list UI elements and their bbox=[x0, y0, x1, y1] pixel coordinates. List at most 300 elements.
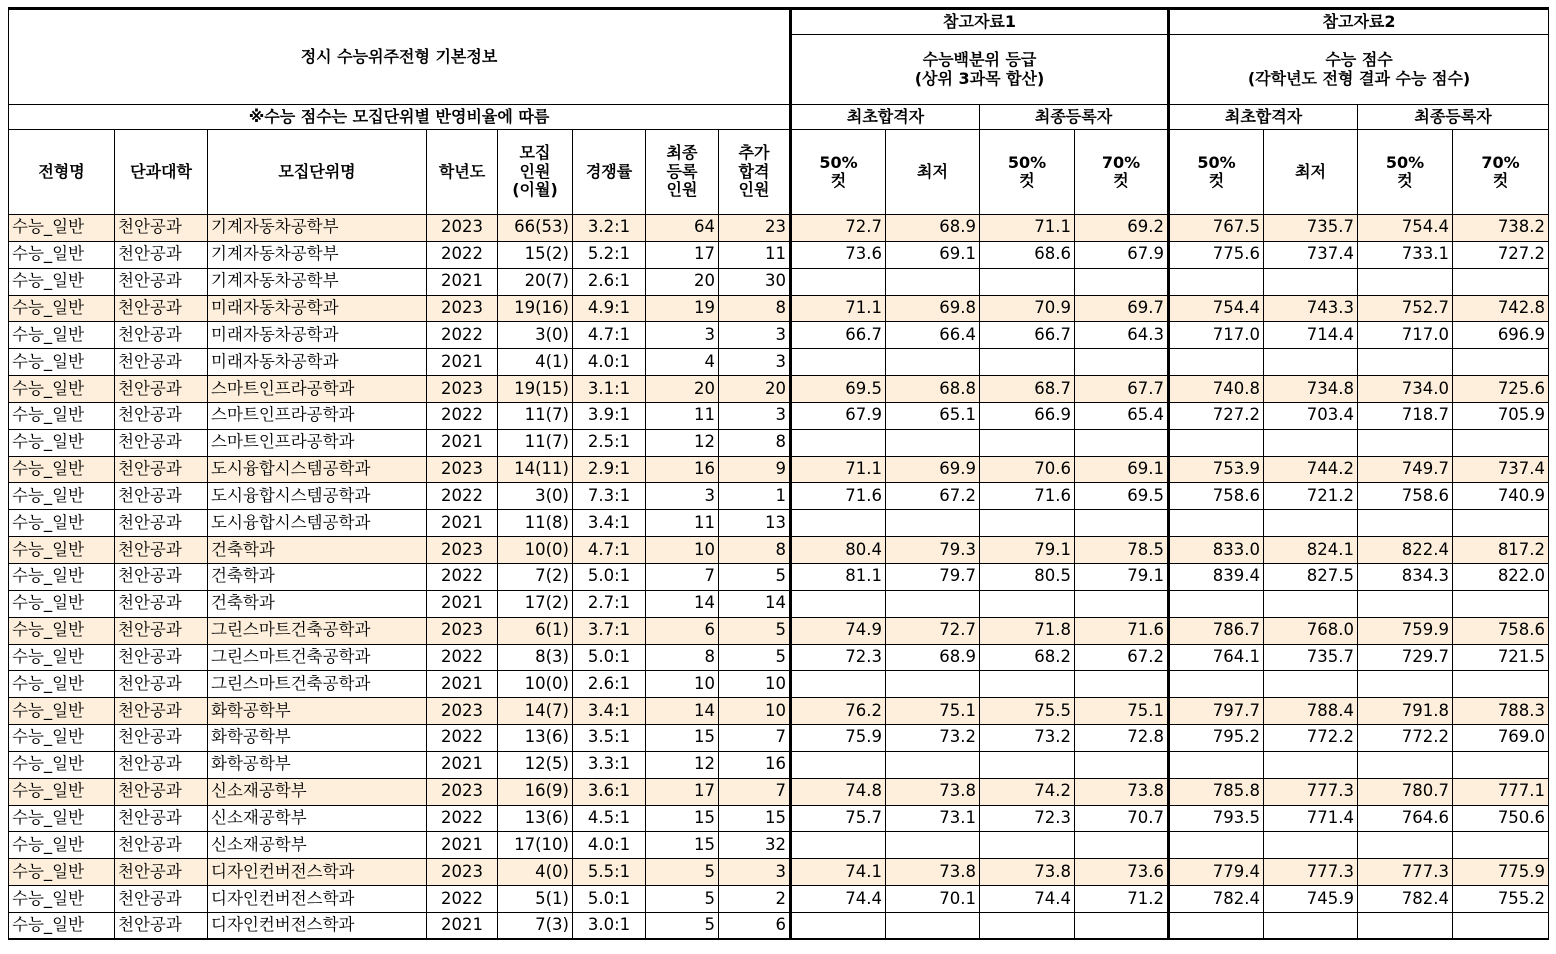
cell-year: 2021 bbox=[427, 590, 498, 617]
cell-r2-first-min bbox=[1264, 832, 1358, 859]
cell-r1-first-cut50 bbox=[791, 429, 886, 456]
table-row bbox=[9, 295, 1549, 322]
cell-type: 수능_일반 bbox=[9, 295, 115, 322]
cell-year: 2022 bbox=[427, 563, 498, 590]
cell-unit: 화학공학부 bbox=[208, 725, 427, 752]
cell-extra: 8 bbox=[719, 429, 791, 456]
cell-r2-first-cut50 bbox=[1169, 832, 1264, 859]
cell-year: 2021 bbox=[427, 510, 498, 537]
cell-enrolled: 3 bbox=[646, 483, 719, 510]
cell-year: 2023 bbox=[427, 295, 498, 322]
cell-college: 천안공과 bbox=[115, 295, 208, 322]
cut-label: 컷 bbox=[830, 171, 847, 190]
cell-r2-first-cut50: 767.5 bbox=[1169, 215, 1264, 242]
cell-r2-first-cut50: 797.7 bbox=[1169, 698, 1264, 725]
cell-r2-final-cut70: 822.0 bbox=[1453, 563, 1549, 590]
score-note: ※수능 점수는 모집단위별 반영비율에 따름 bbox=[9, 105, 791, 130]
table-row bbox=[9, 778, 1549, 805]
cell-college: 천안공과 bbox=[115, 859, 208, 886]
cell-r1-first-min: 69.9 bbox=[886, 456, 980, 483]
cell-rate: 3.9:1 bbox=[573, 402, 646, 429]
cell-r2-first-cut50: 727.2 bbox=[1169, 402, 1264, 429]
cell-r1-first-cut50: 69.5 bbox=[791, 376, 886, 403]
cell-r2-final-cut50 bbox=[1358, 349, 1453, 376]
cell-unit: 미래자동차공학과 bbox=[208, 349, 427, 376]
cell-r2-final-cut50 bbox=[1358, 832, 1453, 859]
cell-college: 천안공과 bbox=[115, 376, 208, 403]
cell-enrolled: 6 bbox=[646, 617, 719, 644]
cell-r1-first-cut50: 67.9 bbox=[791, 402, 886, 429]
cell-type: 수능_일반 bbox=[9, 268, 115, 295]
cell-quota: 10(0) bbox=[498, 537, 573, 564]
cell-r1-final-cut50: 70.6 bbox=[980, 456, 1075, 483]
cell-quota: 66(53) bbox=[498, 215, 573, 242]
cell-r2-final-cut50: 718.7 bbox=[1358, 402, 1453, 429]
cell-r1-final-cut50: 68.2 bbox=[980, 644, 1075, 671]
cell-r2-final-cut70: 705.9 bbox=[1453, 402, 1549, 429]
cell-unit: 도시융합시스템공학과 bbox=[208, 456, 427, 483]
cell-r2-first-min: 788.4 bbox=[1264, 698, 1358, 725]
cell-extra: 20 bbox=[719, 376, 791, 403]
cell-r1-final-cut70: 71.2 bbox=[1075, 886, 1169, 913]
cell-college: 천안공과 bbox=[115, 725, 208, 752]
cell-unit: 신소재공학부 bbox=[208, 778, 427, 805]
cell-unit: 기계자동차공학부 bbox=[208, 268, 427, 295]
cell-unit: 건축학과 bbox=[208, 537, 427, 564]
cell-year: 2021 bbox=[427, 429, 498, 456]
cell-r1-final-cut70 bbox=[1075, 832, 1169, 859]
ref2-final-enrolled: 최종등록자 bbox=[1358, 105, 1549, 130]
cell-r1-first-min: 68.8 bbox=[886, 376, 980, 403]
ref1-label: 참고자료1 bbox=[791, 9, 1169, 35]
cell-extra: 3 bbox=[719, 859, 791, 886]
cell-quota: 5(1) bbox=[498, 886, 573, 913]
cell-rate: 7.3:1 bbox=[573, 483, 646, 510]
table-row bbox=[9, 590, 1549, 617]
cell-r2-first-min bbox=[1264, 268, 1358, 295]
cell-college: 천안공과 bbox=[115, 832, 208, 859]
col-rate: 경쟁률 bbox=[573, 130, 646, 215]
cell-quota: 19(15) bbox=[498, 376, 573, 403]
cell-r2-final-cut50 bbox=[1358, 671, 1453, 698]
cell-r1-final-cut50 bbox=[980, 510, 1075, 537]
cell-quota: 14(11) bbox=[498, 456, 573, 483]
cell-year: 2021 bbox=[427, 751, 498, 778]
cell-quota: 7(3) bbox=[498, 912, 573, 939]
ref1-first-admitted: 최초합격자 bbox=[791, 105, 980, 130]
cell-unit: 기계자동차공학부 bbox=[208, 241, 427, 268]
cell-extra: 15 bbox=[719, 805, 791, 832]
cell-r2-final-cut50: 834.3 bbox=[1358, 563, 1453, 590]
cell-r1-final-cut50: 71.8 bbox=[980, 617, 1075, 644]
cell-r1-first-min: 73.2 bbox=[886, 725, 980, 752]
cell-r2-final-cut50: 752.7 bbox=[1358, 295, 1453, 322]
ref1-final-enrolled: 최종등록자 bbox=[980, 105, 1169, 130]
cell-r2-final-cut50: 733.1 bbox=[1358, 241, 1453, 268]
col-r2-first-min: 최저 bbox=[1264, 130, 1358, 215]
cell-year: 2023 bbox=[427, 215, 498, 242]
cell-r2-first-cut50 bbox=[1169, 429, 1264, 456]
cell-year: 2022 bbox=[427, 483, 498, 510]
cell-r2-first-cut50: 753.9 bbox=[1169, 456, 1264, 483]
cell-r2-final-cut70 bbox=[1453, 832, 1549, 859]
cell-extra: 11 bbox=[719, 241, 791, 268]
cell-rate: 4.9:1 bbox=[573, 295, 646, 322]
cell-college: 천안공과 bbox=[115, 912, 208, 939]
cell-year: 2022 bbox=[427, 241, 498, 268]
cell-college: 천안공과 bbox=[115, 349, 208, 376]
table-row bbox=[9, 617, 1549, 644]
cell-unit: 기계자동차공학부 bbox=[208, 215, 427, 242]
cell-type: 수능_일반 bbox=[9, 778, 115, 805]
cell-extra: 5 bbox=[719, 617, 791, 644]
cell-extra: 10 bbox=[719, 671, 791, 698]
cell-r2-final-cut70 bbox=[1453, 751, 1549, 778]
cell-rate: 5.2:1 bbox=[573, 241, 646, 268]
cell-r2-first-min: 721.2 bbox=[1264, 483, 1358, 510]
cell-r2-first-min bbox=[1264, 590, 1358, 617]
ref2-first-admitted: 최초합격자 bbox=[1169, 105, 1358, 130]
cell-r1-final-cut70 bbox=[1075, 912, 1169, 939]
cell-quota: 17(10) bbox=[498, 832, 573, 859]
cell-r1-first-cut50: 74.8 bbox=[791, 778, 886, 805]
cell-r2-final-cut50: 780.7 bbox=[1358, 778, 1453, 805]
cell-r1-final-cut50: 71.6 bbox=[980, 483, 1075, 510]
table-row bbox=[9, 698, 1549, 725]
cell-r2-final-cut50: 764.6 bbox=[1358, 805, 1453, 832]
ref1-description bbox=[791, 35, 1169, 105]
cut-label: 컷 bbox=[1019, 171, 1035, 190]
cell-year: 2021 bbox=[427, 832, 498, 859]
cell-r2-first-min bbox=[1264, 510, 1358, 537]
cut-label: 컷 bbox=[1397, 171, 1413, 190]
cell-extra: 13 bbox=[719, 510, 791, 537]
cell-r1-final-cut50: 66.9 bbox=[980, 402, 1075, 429]
cell-r2-final-cut70: 737.4 bbox=[1453, 456, 1549, 483]
cell-r2-first-min: 827.5 bbox=[1264, 563, 1358, 590]
table-title: 정시 수능위주전형 기본정보 bbox=[9, 9, 791, 105]
cell-r1-first-min: 72.7 bbox=[886, 617, 980, 644]
cell-r2-first-min: 734.8 bbox=[1264, 376, 1358, 403]
ref2-label: 참고자료2 bbox=[1169, 9, 1549, 35]
cell-r1-first-cut50: 80.4 bbox=[791, 537, 886, 564]
cell-r1-first-cut50: 75.9 bbox=[791, 725, 886, 752]
cell-rate: 3.0:1 bbox=[573, 912, 646, 939]
cell-rate: 4.7:1 bbox=[573, 537, 646, 564]
cell-r1-final-cut50: 71.1 bbox=[980, 215, 1075, 242]
cell-enrolled: 15 bbox=[646, 805, 719, 832]
cell-r2-first-min bbox=[1264, 751, 1358, 778]
cell-year: 2022 bbox=[427, 725, 498, 752]
cell-r2-first-min: 735.7 bbox=[1264, 215, 1358, 242]
cell-r1-final-cut70: 67.2 bbox=[1075, 644, 1169, 671]
cell-college: 천안공과 bbox=[115, 429, 208, 456]
cell-year: 2021 bbox=[427, 671, 498, 698]
cell-unit: 신소재공학부 bbox=[208, 805, 427, 832]
cell-unit: 스마트인프라공학과 bbox=[208, 429, 427, 456]
cell-quota: 15(2) bbox=[498, 241, 573, 268]
cell-r2-first-cut50: 775.6 bbox=[1169, 241, 1264, 268]
cell-r1-final-cut70 bbox=[1075, 510, 1169, 537]
cell-r2-final-cut70: 758.6 bbox=[1453, 617, 1549, 644]
cell-college: 천안공과 bbox=[115, 322, 208, 349]
cell-r2-final-cut50: 772.2 bbox=[1358, 725, 1453, 752]
col-r2-final-cut50 bbox=[1358, 130, 1453, 215]
cell-r2-first-min: 771.4 bbox=[1264, 805, 1358, 832]
cell-college: 천안공과 bbox=[115, 483, 208, 510]
cell-year: 2022 bbox=[427, 805, 498, 832]
cut70-label: 70% bbox=[1481, 152, 1520, 172]
cell-r2-final-cut70 bbox=[1453, 349, 1549, 376]
cell-r1-first-cut50: 73.6 bbox=[791, 241, 886, 268]
cell-r1-final-cut50: 68.6 bbox=[980, 241, 1075, 268]
cell-r1-final-cut50: 68.7 bbox=[980, 376, 1075, 403]
cell-quota: 12(5) bbox=[498, 751, 573, 778]
cell-extra: 23 bbox=[719, 215, 791, 242]
cell-r2-final-cut70: 777.1 bbox=[1453, 778, 1549, 805]
cell-unit: 스마트인프라공학과 bbox=[208, 402, 427, 429]
cell-extra: 30 bbox=[719, 268, 791, 295]
cell-r1-first-cut50: 74.9 bbox=[791, 617, 886, 644]
cell-r1-final-cut50 bbox=[980, 429, 1075, 456]
cell-quota: 3(0) bbox=[498, 322, 573, 349]
cell-r2-final-cut50: 734.0 bbox=[1358, 376, 1453, 403]
cell-r2-final-cut50: 759.9 bbox=[1358, 617, 1453, 644]
cell-r2-final-cut70: 721.5 bbox=[1453, 644, 1549, 671]
cell-r1-first-min: 67.2 bbox=[886, 483, 980, 510]
cell-type: 수능_일반 bbox=[9, 751, 115, 778]
cell-college: 천안공과 bbox=[115, 805, 208, 832]
cell-quota: 7(2) bbox=[498, 563, 573, 590]
col-quota-line2: 인원 bbox=[519, 161, 551, 181]
table-row bbox=[9, 322, 1549, 349]
cell-r2-first-cut50: 779.4 bbox=[1169, 859, 1264, 886]
cell-quota: 8(3) bbox=[498, 644, 573, 671]
cell-rate: 4.5:1 bbox=[573, 805, 646, 832]
cell-r2-first-cut50 bbox=[1169, 590, 1264, 617]
cell-unit: 그린스마트건축공학과 bbox=[208, 671, 427, 698]
cell-r1-first-min: 68.9 bbox=[886, 215, 980, 242]
cell-r1-first-cut50 bbox=[791, 751, 886, 778]
table-row bbox=[9, 402, 1549, 429]
cell-r1-first-min: 70.1 bbox=[886, 886, 980, 913]
col-r1-final-cut50 bbox=[980, 130, 1075, 215]
cell-r2-final-cut70 bbox=[1453, 510, 1549, 537]
cell-college: 천안공과 bbox=[115, 510, 208, 537]
cell-r1-first-min: 73.8 bbox=[886, 778, 980, 805]
cell-quota: 4(1) bbox=[498, 349, 573, 376]
cell-r1-first-cut50 bbox=[791, 349, 886, 376]
col-college: 단과대학 bbox=[115, 130, 208, 215]
cell-quota: 20(7) bbox=[498, 268, 573, 295]
cell-r2-final-cut70: 817.2 bbox=[1453, 537, 1549, 564]
cell-type: 수능_일반 bbox=[9, 402, 115, 429]
cell-r1-final-cut50 bbox=[980, 671, 1075, 698]
cell-r2-first-cut50 bbox=[1169, 349, 1264, 376]
cell-rate: 4.0:1 bbox=[573, 349, 646, 376]
col-unit: 모집단위명 bbox=[208, 130, 427, 215]
cell-r2-final-cut70: 725.6 bbox=[1453, 376, 1549, 403]
cell-r1-first-min: 68.9 bbox=[886, 644, 980, 671]
cell-rate: 3.6:1 bbox=[573, 778, 646, 805]
cell-year: 2023 bbox=[427, 456, 498, 483]
cell-extra: 16 bbox=[719, 751, 791, 778]
cell-r2-final-cut50: 758.6 bbox=[1358, 483, 1453, 510]
cell-r2-first-min: 744.2 bbox=[1264, 456, 1358, 483]
cell-r2-final-cut50: 822.4 bbox=[1358, 537, 1453, 564]
cell-year: 2022 bbox=[427, 886, 498, 913]
col-extra-line3: 인원 bbox=[738, 180, 770, 200]
cell-r1-first-cut50 bbox=[791, 268, 886, 295]
cell-enrolled: 10 bbox=[646, 671, 719, 698]
cell-type: 수능_일반 bbox=[9, 725, 115, 752]
cell-r2-first-min bbox=[1264, 429, 1358, 456]
cell-r1-final-cut50: 73.8 bbox=[980, 859, 1075, 886]
cell-enrolled: 5 bbox=[646, 912, 719, 939]
cell-enrolled: 4 bbox=[646, 349, 719, 376]
cell-r2-final-cut70: 696.9 bbox=[1453, 322, 1549, 349]
cell-type: 수능_일반 bbox=[9, 510, 115, 537]
cell-type: 수능_일반 bbox=[9, 644, 115, 671]
cell-quota: 6(1) bbox=[498, 617, 573, 644]
cell-extra: 2 bbox=[719, 886, 791, 913]
cell-rate: 5.0:1 bbox=[573, 644, 646, 671]
col-r1-final-cut70 bbox=[1075, 130, 1169, 215]
cell-quota: 13(6) bbox=[498, 805, 573, 832]
cell-extra: 7 bbox=[719, 778, 791, 805]
cell-year: 2022 bbox=[427, 402, 498, 429]
cut70-label: 70% bbox=[1101, 152, 1141, 172]
cell-enrolled: 16 bbox=[646, 456, 719, 483]
cell-r2-first-min: 777.3 bbox=[1264, 859, 1358, 886]
cell-r1-first-cut50: 75.7 bbox=[791, 805, 886, 832]
cell-r2-first-cut50: 786.7 bbox=[1169, 617, 1264, 644]
cell-extra: 5 bbox=[719, 644, 791, 671]
cell-r1-final-cut70 bbox=[1075, 429, 1169, 456]
cell-r1-final-cut50: 80.5 bbox=[980, 563, 1075, 590]
cell-unit: 미래자동차공학과 bbox=[208, 295, 427, 322]
col-enrolled-line3: 인원 bbox=[666, 180, 698, 200]
cell-rate: 3.2:1 bbox=[573, 215, 646, 242]
cell-r1-first-cut50 bbox=[791, 671, 886, 698]
cell-r1-final-cut70 bbox=[1075, 349, 1169, 376]
cell-rate: 5.5:1 bbox=[573, 859, 646, 886]
cell-enrolled: 20 bbox=[646, 268, 719, 295]
cell-r2-final-cut70: 740.9 bbox=[1453, 483, 1549, 510]
cell-r1-first-cut50: 71.6 bbox=[791, 483, 886, 510]
cell-college: 천안공과 bbox=[115, 563, 208, 590]
cell-college: 천안공과 bbox=[115, 456, 208, 483]
cell-r2-first-cut50 bbox=[1169, 912, 1264, 939]
col-r2-first-cut50 bbox=[1169, 130, 1264, 215]
cell-rate: 5.0:1 bbox=[573, 886, 646, 913]
cell-college: 천안공과 bbox=[115, 751, 208, 778]
cell-unit: 미래자동차공학과 bbox=[208, 322, 427, 349]
cell-r1-first-cut50: 74.1 bbox=[791, 859, 886, 886]
ref1-desc-line2: (상위 3과목 합산) bbox=[914, 68, 1045, 88]
cell-type: 수능_일반 bbox=[9, 483, 115, 510]
cell-r1-final-cut70: 64.3 bbox=[1075, 322, 1169, 349]
cell-enrolled: 14 bbox=[646, 590, 719, 617]
cell-enrolled: 8 bbox=[646, 644, 719, 671]
table-row bbox=[9, 805, 1549, 832]
cell-extra: 9 bbox=[719, 456, 791, 483]
cell-r2-final-cut50: 749.7 bbox=[1358, 456, 1453, 483]
cell-unit: 도시융합시스템공학과 bbox=[208, 483, 427, 510]
col-extra bbox=[719, 130, 791, 215]
ref2-desc-line1: 수능 점수 bbox=[1325, 50, 1393, 70]
cell-extra: 10 bbox=[719, 698, 791, 725]
col-r1-first-min: 최저 bbox=[886, 130, 980, 215]
cell-unit: 그린스마트건축공학과 bbox=[208, 617, 427, 644]
cell-r1-final-cut50 bbox=[980, 268, 1075, 295]
cell-unit: 건축학과 bbox=[208, 563, 427, 590]
cell-r1-first-min: 79.3 bbox=[886, 537, 980, 564]
cell-college: 천안공과 bbox=[115, 537, 208, 564]
cell-extra: 3 bbox=[719, 322, 791, 349]
cell-rate: 3.5:1 bbox=[573, 725, 646, 752]
cell-year: 2021 bbox=[427, 268, 498, 295]
table-row bbox=[9, 483, 1549, 510]
admission-data-table bbox=[8, 7, 1549, 940]
cell-rate: 2.9:1 bbox=[573, 456, 646, 483]
cell-r1-first-cut50: 74.4 bbox=[791, 886, 886, 913]
cell-r1-final-cut70: 69.5 bbox=[1075, 483, 1169, 510]
cell-r2-final-cut50: 782.4 bbox=[1358, 886, 1453, 913]
cell-enrolled: 3 bbox=[646, 322, 719, 349]
ref2-description bbox=[1169, 35, 1549, 105]
cell-type: 수능_일반 bbox=[9, 456, 115, 483]
cell-college: 천안공과 bbox=[115, 241, 208, 268]
cell-r1-final-cut70: 69.2 bbox=[1075, 215, 1169, 242]
cell-enrolled: 15 bbox=[646, 725, 719, 752]
cell-r1-final-cut50 bbox=[980, 349, 1075, 376]
cell-quota: 10(0) bbox=[498, 671, 573, 698]
cell-r1-final-cut70 bbox=[1075, 671, 1169, 698]
cell-r1-final-cut50: 74.2 bbox=[980, 778, 1075, 805]
cell-r2-first-cut50 bbox=[1169, 510, 1264, 537]
cell-r2-final-cut70 bbox=[1453, 429, 1549, 456]
cell-enrolled: 20 bbox=[646, 376, 719, 403]
cell-r2-final-cut50 bbox=[1358, 751, 1453, 778]
cell-r2-final-cut70 bbox=[1453, 671, 1549, 698]
cell-type: 수능_일반 bbox=[9, 617, 115, 644]
cell-type: 수능_일반 bbox=[9, 241, 115, 268]
cell-r2-first-min: 772.2 bbox=[1264, 725, 1358, 752]
cell-r2-final-cut50 bbox=[1358, 268, 1453, 295]
cell-type: 수능_일반 bbox=[9, 429, 115, 456]
cell-r2-final-cut50 bbox=[1358, 429, 1453, 456]
col-r1-first-cut50 bbox=[791, 130, 886, 215]
cell-r1-first-min bbox=[886, 510, 980, 537]
cell-r1-final-cut50: 70.9 bbox=[980, 295, 1075, 322]
cell-r1-final-cut50: 72.3 bbox=[980, 805, 1075, 832]
cell-unit: 디자인컨버전스학과 bbox=[208, 912, 427, 939]
table-row bbox=[9, 859, 1549, 886]
cell-r1-first-min bbox=[886, 429, 980, 456]
table-row bbox=[9, 241, 1549, 268]
col-extra-line1: 추가 bbox=[738, 143, 770, 163]
cell-r1-final-cut70 bbox=[1075, 751, 1169, 778]
cell-r1-first-min: 79.7 bbox=[886, 563, 980, 590]
cell-r1-first-min: 69.1 bbox=[886, 241, 980, 268]
cell-extra: 3 bbox=[719, 402, 791, 429]
col-enrolled-line2: 등록 bbox=[666, 161, 698, 181]
cell-r2-first-cut50: 717.0 bbox=[1169, 322, 1264, 349]
cell-r2-final-cut70: 742.8 bbox=[1453, 295, 1549, 322]
cell-extra: 8 bbox=[719, 295, 791, 322]
cell-r2-final-cut70: 775.9 bbox=[1453, 859, 1549, 886]
